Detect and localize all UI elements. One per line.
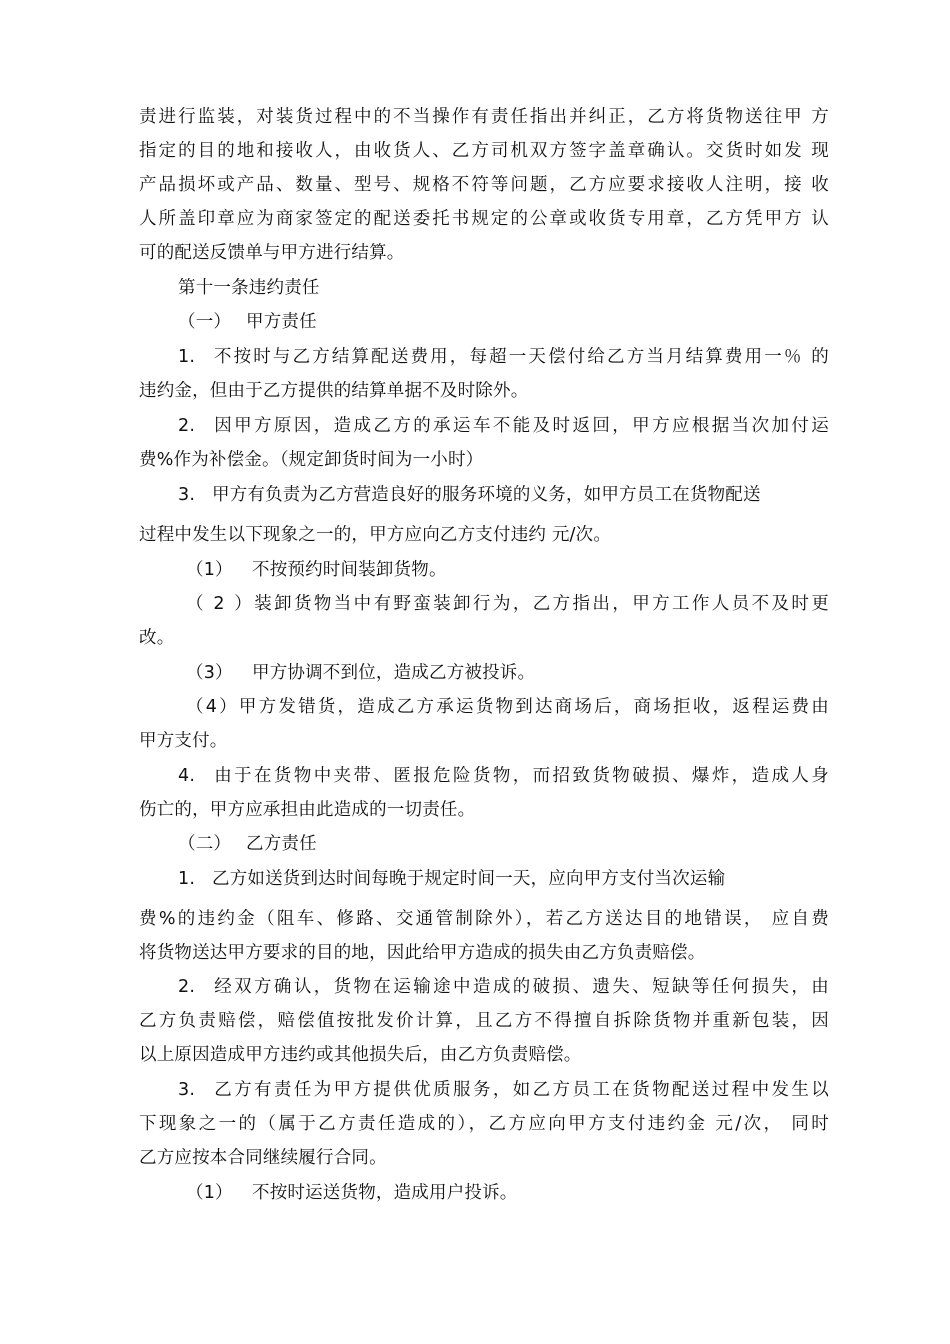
- body-line: 费%作为补偿金。（规定卸货时间为一小时）: [139, 450, 484, 470]
- section-heading: 第十一条违约责任: [178, 278, 320, 298]
- sub-item-marker: （2）: [186, 594, 252, 614]
- body-line: 费%的违约金（阻车、修路、交通管制除外），若乙方送达目的地错误， 应自费: [139, 909, 829, 929]
- clause-text: 乙方有责任为甲方提供优质服务，如乙方员工在货物配送过程中发生以: [212, 1080, 829, 1100]
- subsection-title: 乙方责任: [246, 834, 317, 854]
- sub-item-marker: （3）: [186, 663, 233, 683]
- body-line: 产品损坏或产品、数量、型号、规格不符等问题，乙方应要求接收人注明，接 收: [139, 175, 829, 195]
- body-line: 乙方应按本合同继续履行合同。: [139, 1148, 387, 1168]
- clause-text: 甲方有负责为乙方营造良好的服务环境的义务，如甲方员工在货物配送: [212, 485, 761, 505]
- clause-line: [178, 759, 829, 793]
- sub-item-text: 不按预约时间装卸货物。: [252, 560, 447, 580]
- clause-line: [178, 970, 829, 1004]
- item-number: 3.: [178, 485, 196, 505]
- clause-text: 经双方确认，货物在运输途中造成的破损、遗失、短缺等任何损失，由: [212, 977, 829, 997]
- subsection-title: 甲方责任: [246, 312, 317, 332]
- sub-item-marker: （1）: [186, 560, 233, 580]
- subsection-heading: [178, 305, 829, 339]
- body-line: 可的配送反馈单与甲方进行结算。: [139, 243, 405, 263]
- subsection-heading: [178, 827, 829, 861]
- body-line: 过程中发生以下现象之一的，甲方应向乙方支付违约 元/次。: [139, 525, 612, 545]
- part-marker: （一）: [178, 312, 232, 332]
- clause-line: [178, 862, 829, 896]
- item-number: 2.: [178, 416, 196, 436]
- body-line: 将货物送达甲方要求的目的地，因此给甲方造成的损失由乙方负责赔偿。: [139, 943, 706, 963]
- body-line: 甲方支付。: [139, 731, 228, 751]
- body-line: 以上原因造成甲方违约或其他损失后，由乙方负责赔偿。: [139, 1045, 582, 1065]
- body-line: 违约金，但由于乙方提供的结算单据不及时除外。: [139, 381, 529, 401]
- body-line: 伤亡的，甲方应承担由此造成的一切责任。: [139, 800, 476, 820]
- clause-line: [178, 478, 829, 512]
- item-number: 1.: [178, 869, 196, 889]
- sub-item-text: 装卸货物当中有野蛮装卸行为，乙方指出，甲方工作人员不及时更: [252, 594, 829, 614]
- sub-item-text: 甲方协调不到位，造成乙方被投诉。: [252, 663, 536, 683]
- item-number: 2.: [178, 977, 196, 997]
- clause-line: [178, 409, 829, 443]
- body-line: 改。: [139, 628, 175, 648]
- clause-text: 乙方如送货到达时间每晚于规定时间一天，应向甲方支付当次运输: [212, 869, 726, 889]
- sub-item-line: [186, 1176, 829, 1210]
- item-number: 3.: [178, 1080, 196, 1100]
- body-line: 人所盖印章应为商家签定的配送委托书规定的公章或收货专用章，乙方凭甲方 认: [139, 209, 829, 229]
- clause-text: 不按时与乙方结算配送费用，每超一天偿付给乙方当月结算费用一％ 的: [212, 347, 829, 367]
- item-number: 1.: [178, 347, 196, 367]
- clause-line: [178, 340, 829, 374]
- body-line: 责进行监装，对装货过程中的不当操作有责任指出并纠正，乙方将货物送往甲 方: [139, 107, 829, 127]
- part-marker: （二）: [178, 834, 232, 854]
- body-line: 下现象之一的（属于乙方责任造成的），乙方应向甲方支付违约金 元/次， 同时: [139, 1114, 829, 1134]
- item-number: 4.: [178, 766, 196, 786]
- sub-item-marker: （1）: [186, 1183, 233, 1203]
- body-line: 乙方负责赔偿，赔偿值按批发价计算，且乙方不得擅自拆除货物并重新包装，因: [139, 1011, 829, 1031]
- sub-item-text: 不按时运送货物，造成用户投诉。: [252, 1183, 518, 1203]
- body-line: 指定的目的地和接收人，由收货人、乙方司机双方签字盖章确认。交货时如发 现: [139, 141, 829, 161]
- sub-item-line: （4）甲方发错货，造成乙方承运货物到达商场后，商场拒收，返程运费由: [186, 697, 829, 717]
- sub-item-line: [186, 587, 829, 621]
- clause-text: 由于在货物中夹带、匿报危险货物，而招致货物破损、爆炸，造成人身: [212, 766, 829, 786]
- clause-text: 因甲方原因，造成乙方的承运车不能及时返回，甲方应根据当次加付运: [212, 416, 829, 436]
- clause-line: [178, 1073, 829, 1107]
- sub-item-line: [186, 656, 829, 690]
- sub-item-line: [186, 553, 829, 587]
